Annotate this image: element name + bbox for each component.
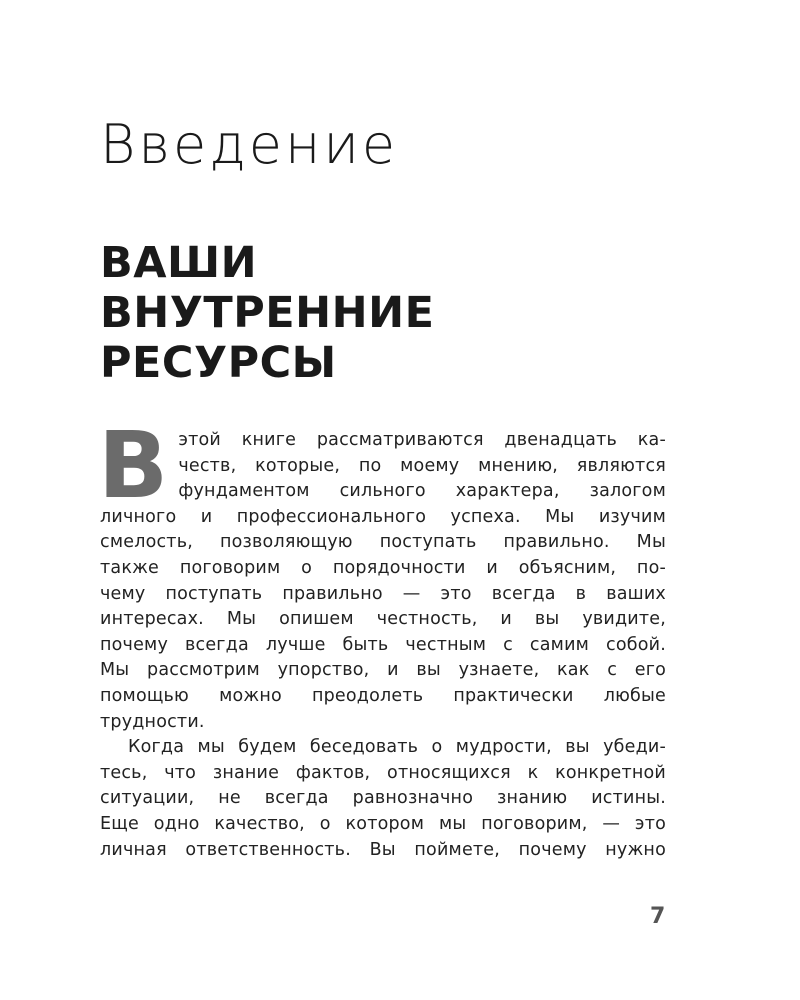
text-line: этой книге рассматриваются двенадцать ка- <box>178 430 666 450</box>
page-number: 7 <box>650 904 666 929</box>
chapter-title <box>100 238 434 388</box>
chapter-label: Введение <box>100 113 399 176</box>
text-line: почему всегда лучше быть честным с самим собой. <box>100 634 666 655</box>
text-line: также поговорим о порядочности и объясним, по- <box>100 557 666 578</box>
text-line: ситуации, не всегда равнозначно знанию истины. <box>100 788 666 809</box>
text-line: личная ответственность. Вы поймете, почему нужно <box>100 839 666 860</box>
text-line: честв, которые, по моему мнению, являются <box>178 455 666 476</box>
body-text <box>98 412 666 863</box>
chapter-title-line-1: ВАШИ <box>100 238 258 288</box>
text-line: личного и профессионального успеха. Мы изучим <box>100 506 666 527</box>
text-line: Мы рассмотрим упорство, и вы узнаете, как с его <box>100 660 666 681</box>
text-line: тесь, что знание фактов, относящихся к конкретной <box>100 762 666 783</box>
text-line: трудности. <box>100 711 205 732</box>
paragraph-1 <box>98 412 666 735</box>
drop-cap: В <box>98 412 169 519</box>
text-line: Когда мы будем беседовать о мудрости, вы убеди- <box>128 737 666 758</box>
text-line: помощью можно преодолеть практически любые <box>100 685 666 706</box>
chapter-title-line-2: ВНУТРЕННИЕ <box>100 288 435 338</box>
chapter-title-line-3: РЕСУРСЫ <box>100 338 337 388</box>
text-line: интересах. Мы опишем честность, и вы увидите, <box>100 609 666 630</box>
text-line: чему поступать правильно — это всегда в ваших <box>100 583 666 604</box>
paragraph-2 <box>100 735 666 863</box>
text-line: смелость, позволяющую поступать правильно. Мы <box>100 532 666 553</box>
text-line: фундаментом сильного характера, залогом <box>178 481 666 502</box>
text-line: Еще одно качество, о котором мы поговорим, — это <box>100 813 666 834</box>
